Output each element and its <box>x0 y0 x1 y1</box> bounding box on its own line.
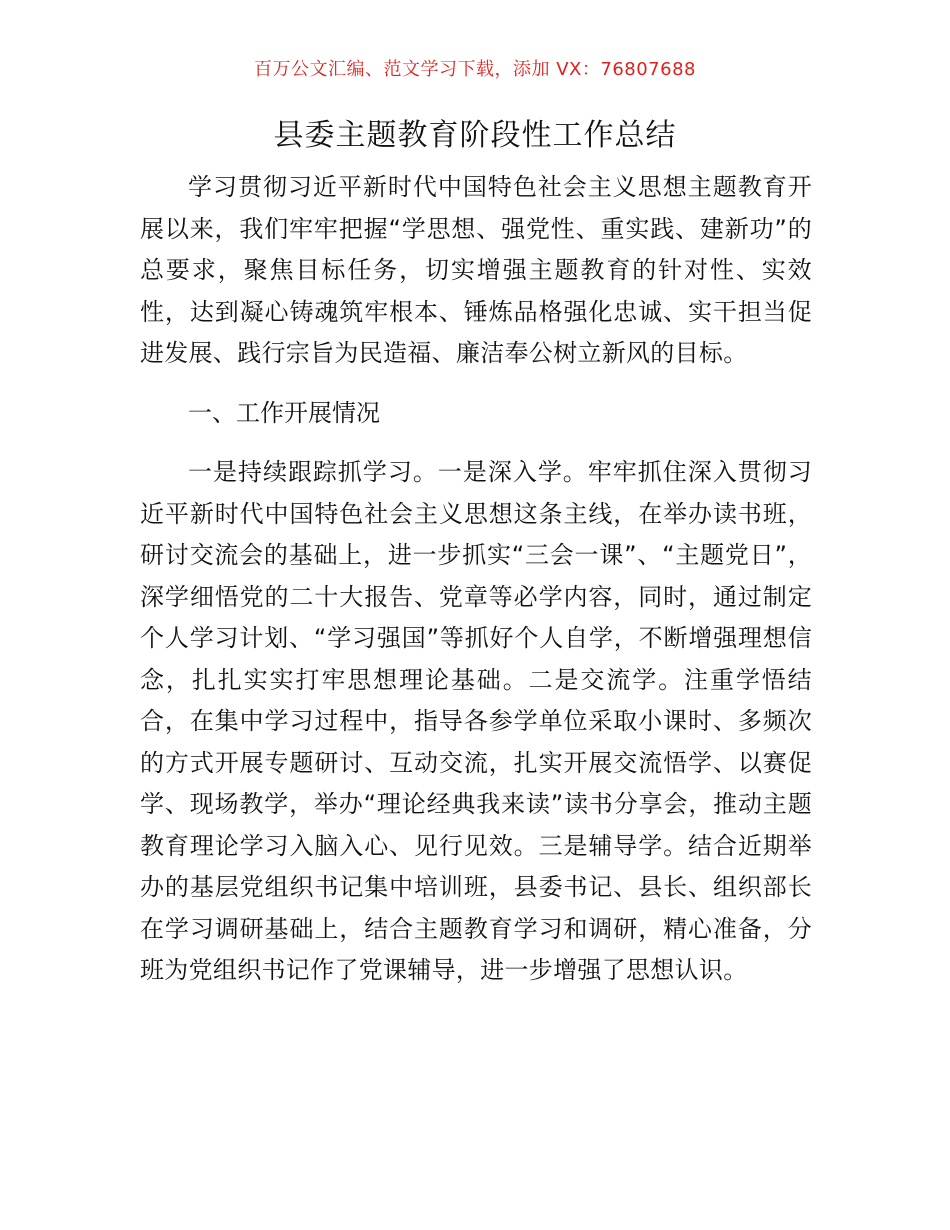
header-watermark: 百万公文汇编、范文学习下载，添加 VX：76807688 <box>254 59 696 80</box>
section-heading: 一、工作开展情况 <box>188 398 380 427</box>
body-paragraph: 一是持续跟踪抓学习。一是深入学。牢牢抓住深入贯彻习近平新时代中国特色社会主义思想这条主线，在举办读书班，研讨交流会的基础上，进一步抓实“三会一课”、“主题党日”，深学细悟党的二十大报告、党章等必学内容，同时，通过制定个人学习计划、“学习强国”等抓好个人自学，不断增强理想信念，扎扎实实打牢思想理论基础。二是交流学。注重学悟结合，在集中学习过程中，指导各参学单位采取小课时、多频次的方式开展专题研讨、互动交流，扎实开展交流悟学、以赛促学、现场教学，举办“理论经典我来读”读书分享会，推动主题教育理论学习入脑入心、见行见效。三是辅导学。结合近期举办的基层党组织书记集中培训班，县委书记、县长、组织部长在学习调研基础上，结合主题教育学习和调研，精心准备，分班为党组织书记作了党课辅导，进一步增强了思想认识。 <box>140 458 812 984</box>
document-body <box>140 167 812 992</box>
intro-paragraph: 学习贯彻习近平新时代中国特色社会主义思想主题教育开展以来，我们牢牢把握“学思想、强党性、重实践、建新功”的总要求，聚焦目标任务，切实增强主题教育的针对性、实效性，达到凝心铸魂筑牢根本、锤炼品格强化忠诚、实干担当促进发展、践行宗旨为民造福、廉洁奉公树立新风的目标。 <box>140 173 812 367</box>
document-title: 县委主题教育阶段性工作总结 <box>273 118 677 153</box>
